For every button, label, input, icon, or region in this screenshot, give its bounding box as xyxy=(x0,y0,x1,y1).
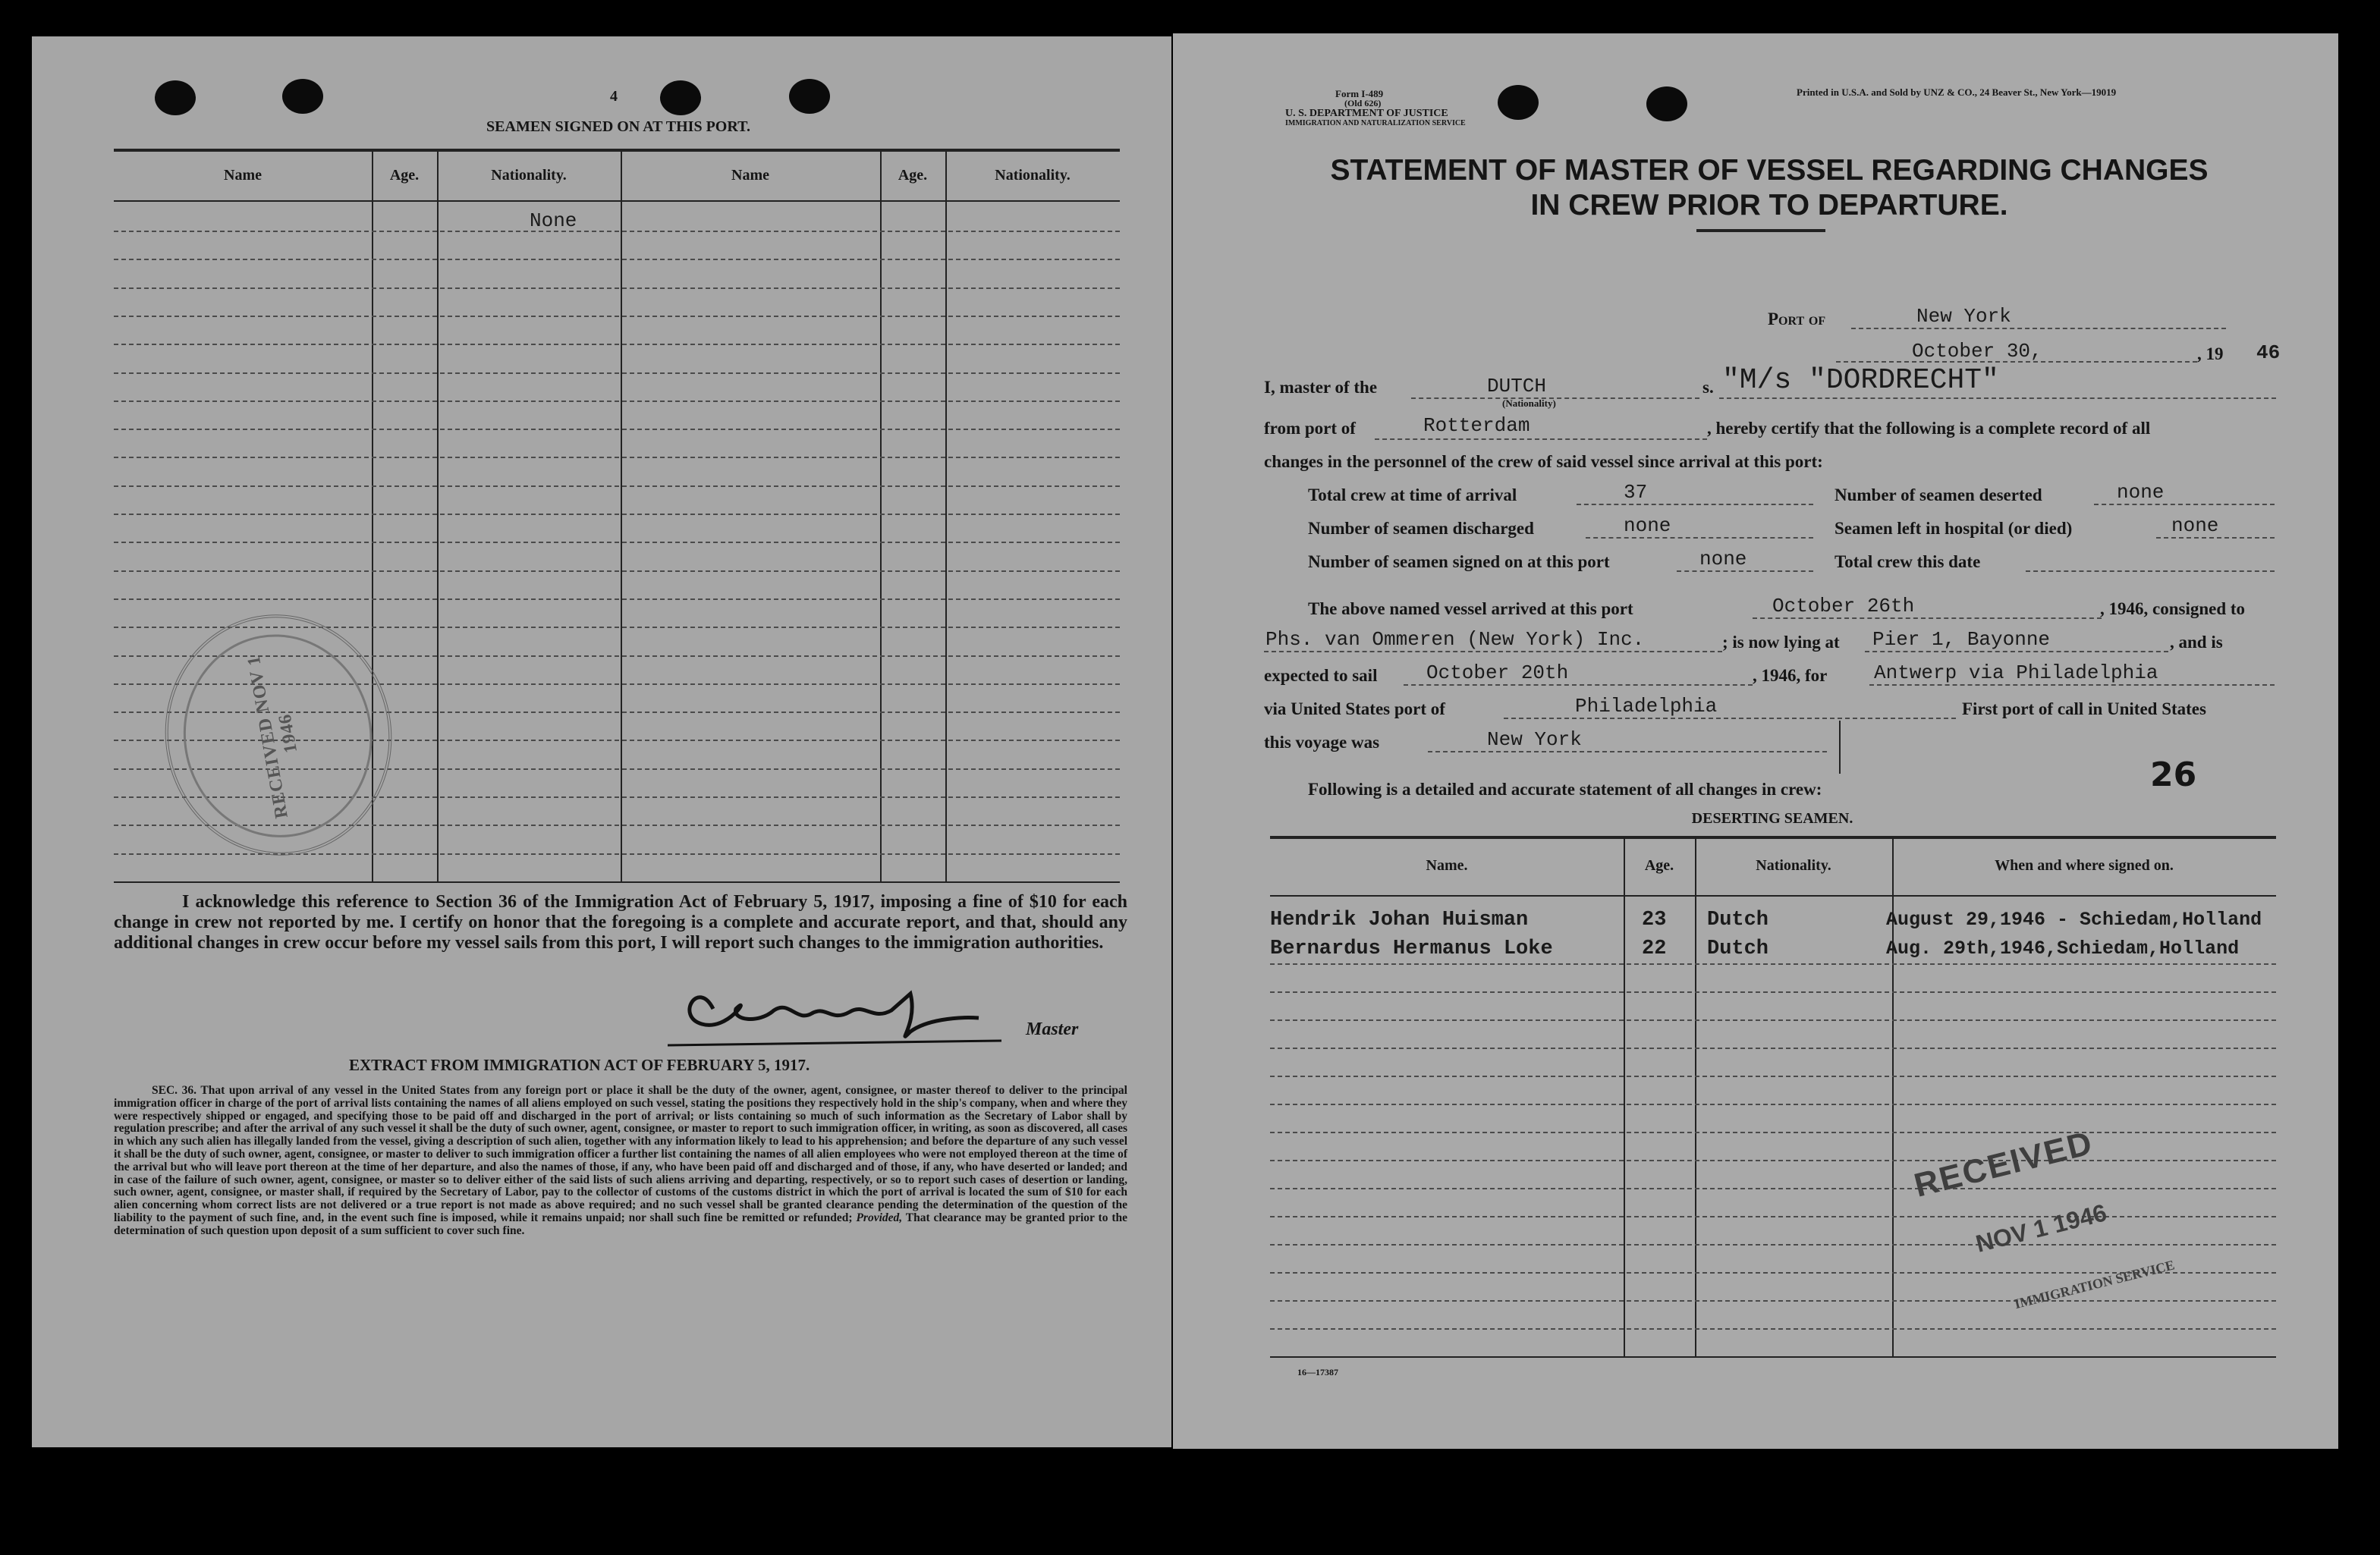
port-label: Port of xyxy=(1768,309,1826,328)
discharged-line xyxy=(1586,537,1813,539)
year-value: 46 xyxy=(2256,341,2281,364)
arrived-label: The above named vessel arrived at this port xyxy=(1308,599,1633,618)
section-36-text: SEC. 36. That upon arrival of any vessel in the United States from any foreign port or place it shall be the duty of the owner, agent, consignee, or master thereof to deliver to the principal immigration officer in charge of the port of arrival lists containing the names of all aliens employed on such vessel, stating the positions they respectively hold in the ship's company, when and where they were respectively shipped or engaged, and specifying those to be paid off and discharged in the port of arrival; or lists containing so much of such information as the Secretary of Labor shall by regulation prescribe; and after the arrival of any such vessel it shall be the duty of such owner, agent, consignee, or master to report to such immigration officer, in writing, as soon as discovered, all cases in which any such alien has illegally landed from the vessel, giving a description of such alien, together with any information likely to lead to his apprehension; and before the departure of any such vessel it shall be the duty of such owner, agent, consignee, or master to deliver to such immigration officer a further list containing the names of all alien employees who were not employed thereon at the time of the arrival but who will leave port thereon at the time of her departure, and also the names of those, if any, who have been paid off and discharged and of those, if any, who have deserted or landed; and in case of the failure of such owner, agent, consignee, or master so to deliver either of the said lists of such aliens arriving and departing, respectively, or so to report such cases of desertion or landing, such owner, agent, consignee, or master shall, if required by the Secretary of Labor, pay to the collector of customs of the customs district in which the port of arrival is located the sum of $10 for each alien concerning whom correct lists are not delivered or a true report is not made as above required; and no such vessel shall be granted clearance pending the determination of the question of the liability to the payment of such fine, and, in the event such fine is imposed, while it remains unpaid; nor shall such fine be remitted or refunded; Provided, That clearance may be granted prior to the determination of such question upon deposit of a sum sufficient to cover such fine. xyxy=(114,1084,1127,1237)
voyage-value: New York xyxy=(1487,728,1582,751)
service-name: IMMIGRATION AND NATURALIZATION SERVICE xyxy=(1285,119,1466,127)
table-top-rule xyxy=(114,149,1120,152)
deserting-title: DESERTING SEAMEN. xyxy=(1691,810,1853,827)
row-line xyxy=(1270,1048,2276,1049)
row-age: 22 xyxy=(1642,938,1667,960)
master-signature xyxy=(668,963,1024,1054)
stamp-date: NOV 1 1946 xyxy=(1973,1198,2110,1258)
row-line xyxy=(114,485,1120,487)
nationality-value: DUTCH xyxy=(1487,375,1547,397)
acknowledgment-text: I acknowledge this reference to Section 36 of the Immigration Act of February 5, 1917, imposing a fine of $10 for each change in crew not reported by me. I certify on honor that the foregoing is a complete and accurate report, and that, should any additional changes in crew occur before my vessel sails from this port, I will report such changes to the immigration authorities. xyxy=(114,892,1127,953)
stamp-received: RECEIVED xyxy=(1910,1124,2097,1205)
table-header-rule xyxy=(114,200,1120,202)
certify-line-2: changes in the personnel of the crew of said vessel since arrival at this port: xyxy=(1264,452,1823,471)
total-date-label: Total crew this date xyxy=(1835,552,1981,571)
column-divider xyxy=(1624,837,1625,1356)
discharged-value: none xyxy=(1624,514,1671,537)
punch-hole xyxy=(155,80,196,115)
deserted-value: none xyxy=(2117,481,2165,504)
vessel-name: "M/s "DORDRECHT" xyxy=(1722,364,1999,397)
row-signed-on: Aug. 29th,1946,Schiedam,Holland xyxy=(1886,938,2240,960)
punch-hole xyxy=(282,79,323,114)
date-value: October 30, xyxy=(1912,340,2042,363)
from-port-value: Rotterdam xyxy=(1423,414,1530,437)
destination-value: Antwerp via Philadelphia xyxy=(1874,661,2158,684)
from-port-label: from port of xyxy=(1264,419,1356,438)
total-crew-line xyxy=(1577,504,1813,505)
left-title: SEAMEN SIGNED ON AT THIS PORT. xyxy=(486,118,750,135)
row-line xyxy=(1270,1328,2276,1330)
punch-hole xyxy=(789,79,830,114)
received-stamp-text: RECEIVED NOV 1 1946 xyxy=(244,654,302,820)
total-crew-label: Total crew at time of arrival xyxy=(1308,485,1517,504)
and-is-label: , and is xyxy=(2170,633,2223,652)
extract-title: EXTRACT FROM IMMIGRATION ACT OF FEBRUARY 5, 1917. xyxy=(349,1056,810,1074)
table-bottom-rule xyxy=(114,881,1120,883)
row-name: Hendrik Johan Huisman xyxy=(1270,909,1529,931)
footer-code: 16—17387 xyxy=(1297,1367,1338,1378)
row-line xyxy=(114,429,1120,430)
row-nationality: Dutch xyxy=(1707,938,1769,960)
row-line xyxy=(1270,1076,2276,1077)
nationality-caption: (Nationality) xyxy=(1502,397,1556,409)
hospital-value: none xyxy=(2171,514,2219,537)
total-date-line xyxy=(2026,570,2275,572)
punch-hole xyxy=(1498,85,1539,120)
row-line xyxy=(114,570,1120,572)
punch-hole xyxy=(1646,86,1687,121)
row-age: 23 xyxy=(1642,909,1667,931)
col-header-age: Age. xyxy=(1644,857,1674,874)
row-nationality: Dutch xyxy=(1707,909,1769,931)
consignee-value: Phs. van Ommeren (New York) Inc. xyxy=(1265,628,1645,651)
lying-line xyxy=(1865,651,2168,652)
signed-on-value: none xyxy=(1699,548,1747,570)
discharged-label: Number of seamen discharged xyxy=(1308,519,1534,538)
col-header-age: Age. xyxy=(389,167,420,184)
expected-line xyxy=(1404,684,1753,686)
department-name: U. S. DEPARTMENT OF JUSTICE xyxy=(1285,108,1448,119)
lying-label: ; is now lying at xyxy=(1722,633,1840,652)
desert-table-top xyxy=(1270,836,2276,839)
page-number: 4 xyxy=(610,88,618,105)
voyage-label: this voyage was xyxy=(1264,733,1380,752)
col-header-name: Name xyxy=(731,167,769,184)
ss-label: s. xyxy=(1702,378,1714,397)
desert-table-bottom xyxy=(1270,1356,2276,1358)
punch-hole xyxy=(660,80,701,115)
hospital-label: Seamen left in hospital (or died) xyxy=(1835,519,2073,538)
row-line xyxy=(1270,1300,2276,1302)
year-label: , 19 xyxy=(2197,344,2224,363)
total-crew-value: 37 xyxy=(1624,481,1648,504)
form-number: Form I-489 xyxy=(1335,88,1384,99)
arrived-value: October 26th xyxy=(1772,595,1915,617)
col-header-nationality: Nationality. xyxy=(1756,857,1831,874)
port-value: New York xyxy=(1916,305,2011,328)
first-port-label: First port of call in United States xyxy=(1962,699,2206,718)
col-header-age: Age. xyxy=(898,167,928,184)
title-underline xyxy=(1696,229,1825,232)
from-port-line xyxy=(1375,438,1707,440)
row-line xyxy=(114,287,1120,289)
row-line xyxy=(114,231,1120,232)
voyage-end-mark xyxy=(1839,721,1841,774)
row-line xyxy=(114,372,1120,374)
row-line xyxy=(114,401,1120,402)
expected-label: expected to sail xyxy=(1264,666,1378,685)
desert-table-header-rule xyxy=(1270,895,2276,897)
for-label: , 1946, for xyxy=(1753,666,1828,685)
row-line xyxy=(114,457,1120,458)
signed-on-line xyxy=(1677,570,1813,572)
following-label: Following is a detailed and accurate statement of all changes in crew: xyxy=(1308,780,1822,799)
master-of-label: I, master of the xyxy=(1264,378,1378,397)
row-line xyxy=(114,259,1120,260)
row-signed-on: August 29,1946 - Schiedam,Holland xyxy=(1886,909,2262,931)
col-header-nationality: Nationality. xyxy=(995,167,1071,184)
col-header-nationality: Nationality. xyxy=(491,167,567,184)
destination-line xyxy=(1869,684,2275,686)
handwritten-number: 26 xyxy=(2150,756,2197,794)
lying-value: Pier 1, Bayonne xyxy=(1872,628,2051,651)
row-line xyxy=(114,598,1120,600)
via-label: via United States port of xyxy=(1264,699,1445,718)
row-line xyxy=(114,344,1120,345)
consigned-label: , 1946, consigned to xyxy=(2100,599,2246,618)
via-line xyxy=(1504,718,1956,719)
signed-on-label: Number of seamen signed on at this port xyxy=(1308,552,1610,571)
deserted-line xyxy=(2094,504,2275,505)
col-header-name: Name xyxy=(224,167,262,184)
stamp-line-3: IMMIGRATION SERVICE xyxy=(2013,1257,2177,1312)
vessel-line xyxy=(1719,397,2276,399)
port-line xyxy=(1851,328,2226,329)
row-name: Bernardus Hermanus Loke xyxy=(1270,938,1553,960)
form-old-number: (Old 626) xyxy=(1344,98,1382,108)
arrived-line xyxy=(1753,617,2102,619)
printer-imprint: Printed in U.S.A. and Sold by UNZ & CO., 24 Beaver St., New York—19019 xyxy=(1797,86,2117,98)
row-line xyxy=(114,316,1120,317)
row-line xyxy=(1270,1019,2276,1021)
col-header-name: Name. xyxy=(1426,857,1468,874)
expected-value: October 20th xyxy=(1426,661,1569,684)
via-value: Philadelphia xyxy=(1575,695,1718,718)
deserted-label: Number of seamen deserted xyxy=(1835,485,2042,504)
master-label: Master xyxy=(1026,1019,1079,1039)
consignee-line xyxy=(1264,651,1722,652)
col-header-signed-on: When and where signed on. xyxy=(1995,857,2174,874)
row-line xyxy=(114,542,1120,543)
row-line xyxy=(1270,1104,2276,1105)
row-line xyxy=(1270,963,2276,965)
voyage-line xyxy=(1428,751,1827,752)
certify-text: , hereby certify that the following is a complete record of all xyxy=(1707,419,2151,438)
form-title: STATEMENT OF MASTER OF VESSEL REGARDING CHANGES IN CREW PRIOR TO DEPARTURE. xyxy=(1330,154,2209,221)
column-divider xyxy=(1695,837,1696,1356)
row-line xyxy=(1270,991,2276,993)
row-line xyxy=(114,514,1120,515)
hospital-line xyxy=(2156,537,2275,539)
none-entry: None xyxy=(530,209,577,232)
